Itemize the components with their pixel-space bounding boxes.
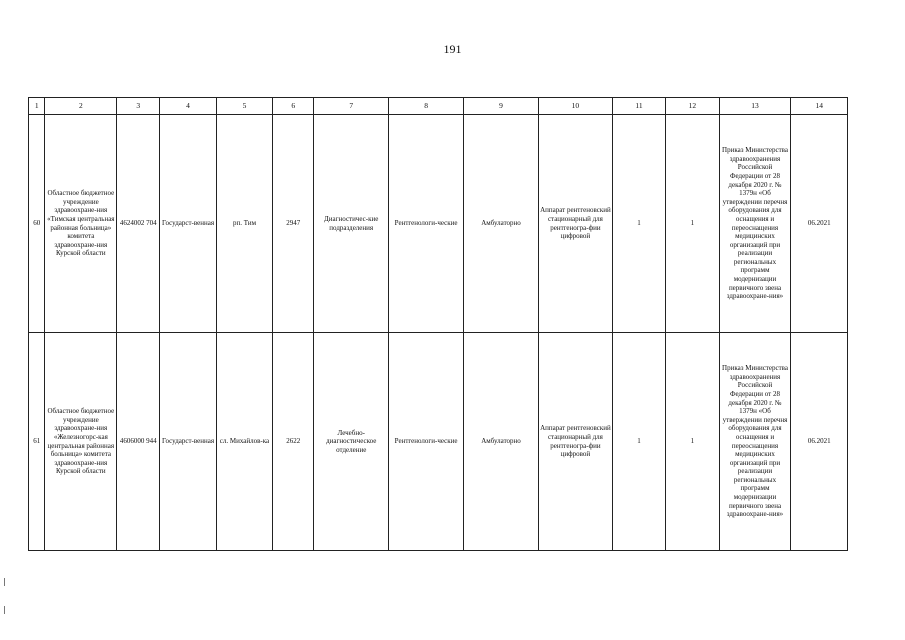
column-header: 7 xyxy=(314,98,389,115)
column-header: 14 xyxy=(791,98,848,115)
division: Диагностичес-кие подразделения xyxy=(314,115,389,333)
locality: сл. Михайлов-ка xyxy=(216,333,272,551)
table-row xyxy=(29,333,848,551)
deadline-date: 06.2021 xyxy=(791,333,848,551)
department-profile: Рентгенологи-ческие xyxy=(389,333,464,551)
column-header: 11 xyxy=(612,98,665,115)
column-header: 9 xyxy=(464,98,539,115)
page-number: 191 xyxy=(443,42,462,56)
institution-code: 4606000 944 xyxy=(117,333,160,551)
deadline-date: 06.2021 xyxy=(791,115,848,333)
care-type: Амбулаторно xyxy=(464,333,539,551)
institution-code: 4624002 704 xyxy=(117,115,160,333)
row-number: 60 xyxy=(29,115,45,333)
column-header: 12 xyxy=(666,98,719,115)
scan-margin-mark xyxy=(4,578,5,586)
department-profile: Рентгенологи-ческие xyxy=(389,115,464,333)
locality: рп. Тим xyxy=(216,115,272,333)
table-row xyxy=(29,115,848,333)
column-header: 8 xyxy=(389,98,464,115)
ownership-form: Государст-венная xyxy=(160,115,216,333)
quantity-a: 1 xyxy=(612,115,665,333)
scan-margin-mark xyxy=(4,606,5,614)
population-count: 2947 xyxy=(273,115,314,333)
column-header: 13 xyxy=(719,98,791,115)
regulatory-order: Приказ Министерства здравоохранения Российской Федерации от 28 декабря 2020 г. № 1379н «Об утверждении перечня оборудования для оснащения и переоснащения медицинских организаций при реализации региональных программ модернизации первичного звена здравоохране-ния» xyxy=(719,115,791,333)
institution-name: Областное бюджетное учреждение здравоохране-ния «Железногорс-кая центральная районная больница» комитета здравоохране-ния Курской области xyxy=(45,333,117,551)
equipment-table xyxy=(28,97,848,551)
care-type: Амбулаторно xyxy=(464,115,539,333)
equipment-name: Аппарат рентгеновский стационарный для рентгеногра-фии цифровой xyxy=(538,333,612,551)
column-header: 4 xyxy=(160,98,216,115)
column-header: 3 xyxy=(117,98,160,115)
division: Лечебно-диагностическое отделение xyxy=(314,333,389,551)
ownership-form: Государст-венная xyxy=(160,333,216,551)
population-count: 2622 xyxy=(273,333,314,551)
quantity-b: 1 xyxy=(666,115,719,333)
column-header: 6 xyxy=(273,98,314,115)
column-header: 5 xyxy=(216,98,272,115)
quantity-a: 1 xyxy=(612,333,665,551)
table-header-row xyxy=(29,98,848,115)
column-header: 10 xyxy=(538,98,612,115)
column-header: 1 xyxy=(29,98,45,115)
equipment-name: Аппарат рентгеновский стационарный для рентгеногра-фии цифровой xyxy=(538,115,612,333)
column-header: 2 xyxy=(45,98,117,115)
regulatory-order: Приказ Министерства здравоохранения Российской Федерации от 28 декабря 2020 г. № 1379н «Об утверждении перечня оборудования для оснащения и переоснащения медицинских организаций при реализации региональных программ модернизации первичного звена здравоохране-ния» xyxy=(719,333,791,551)
institution-name: Областное бюджетное учреждение здравоохране-ния «Тимская центральная районная больница» комитета здравоохране-ния Курской области xyxy=(45,115,117,333)
row-number: 61 xyxy=(29,333,45,551)
quantity-b: 1 xyxy=(666,333,719,551)
